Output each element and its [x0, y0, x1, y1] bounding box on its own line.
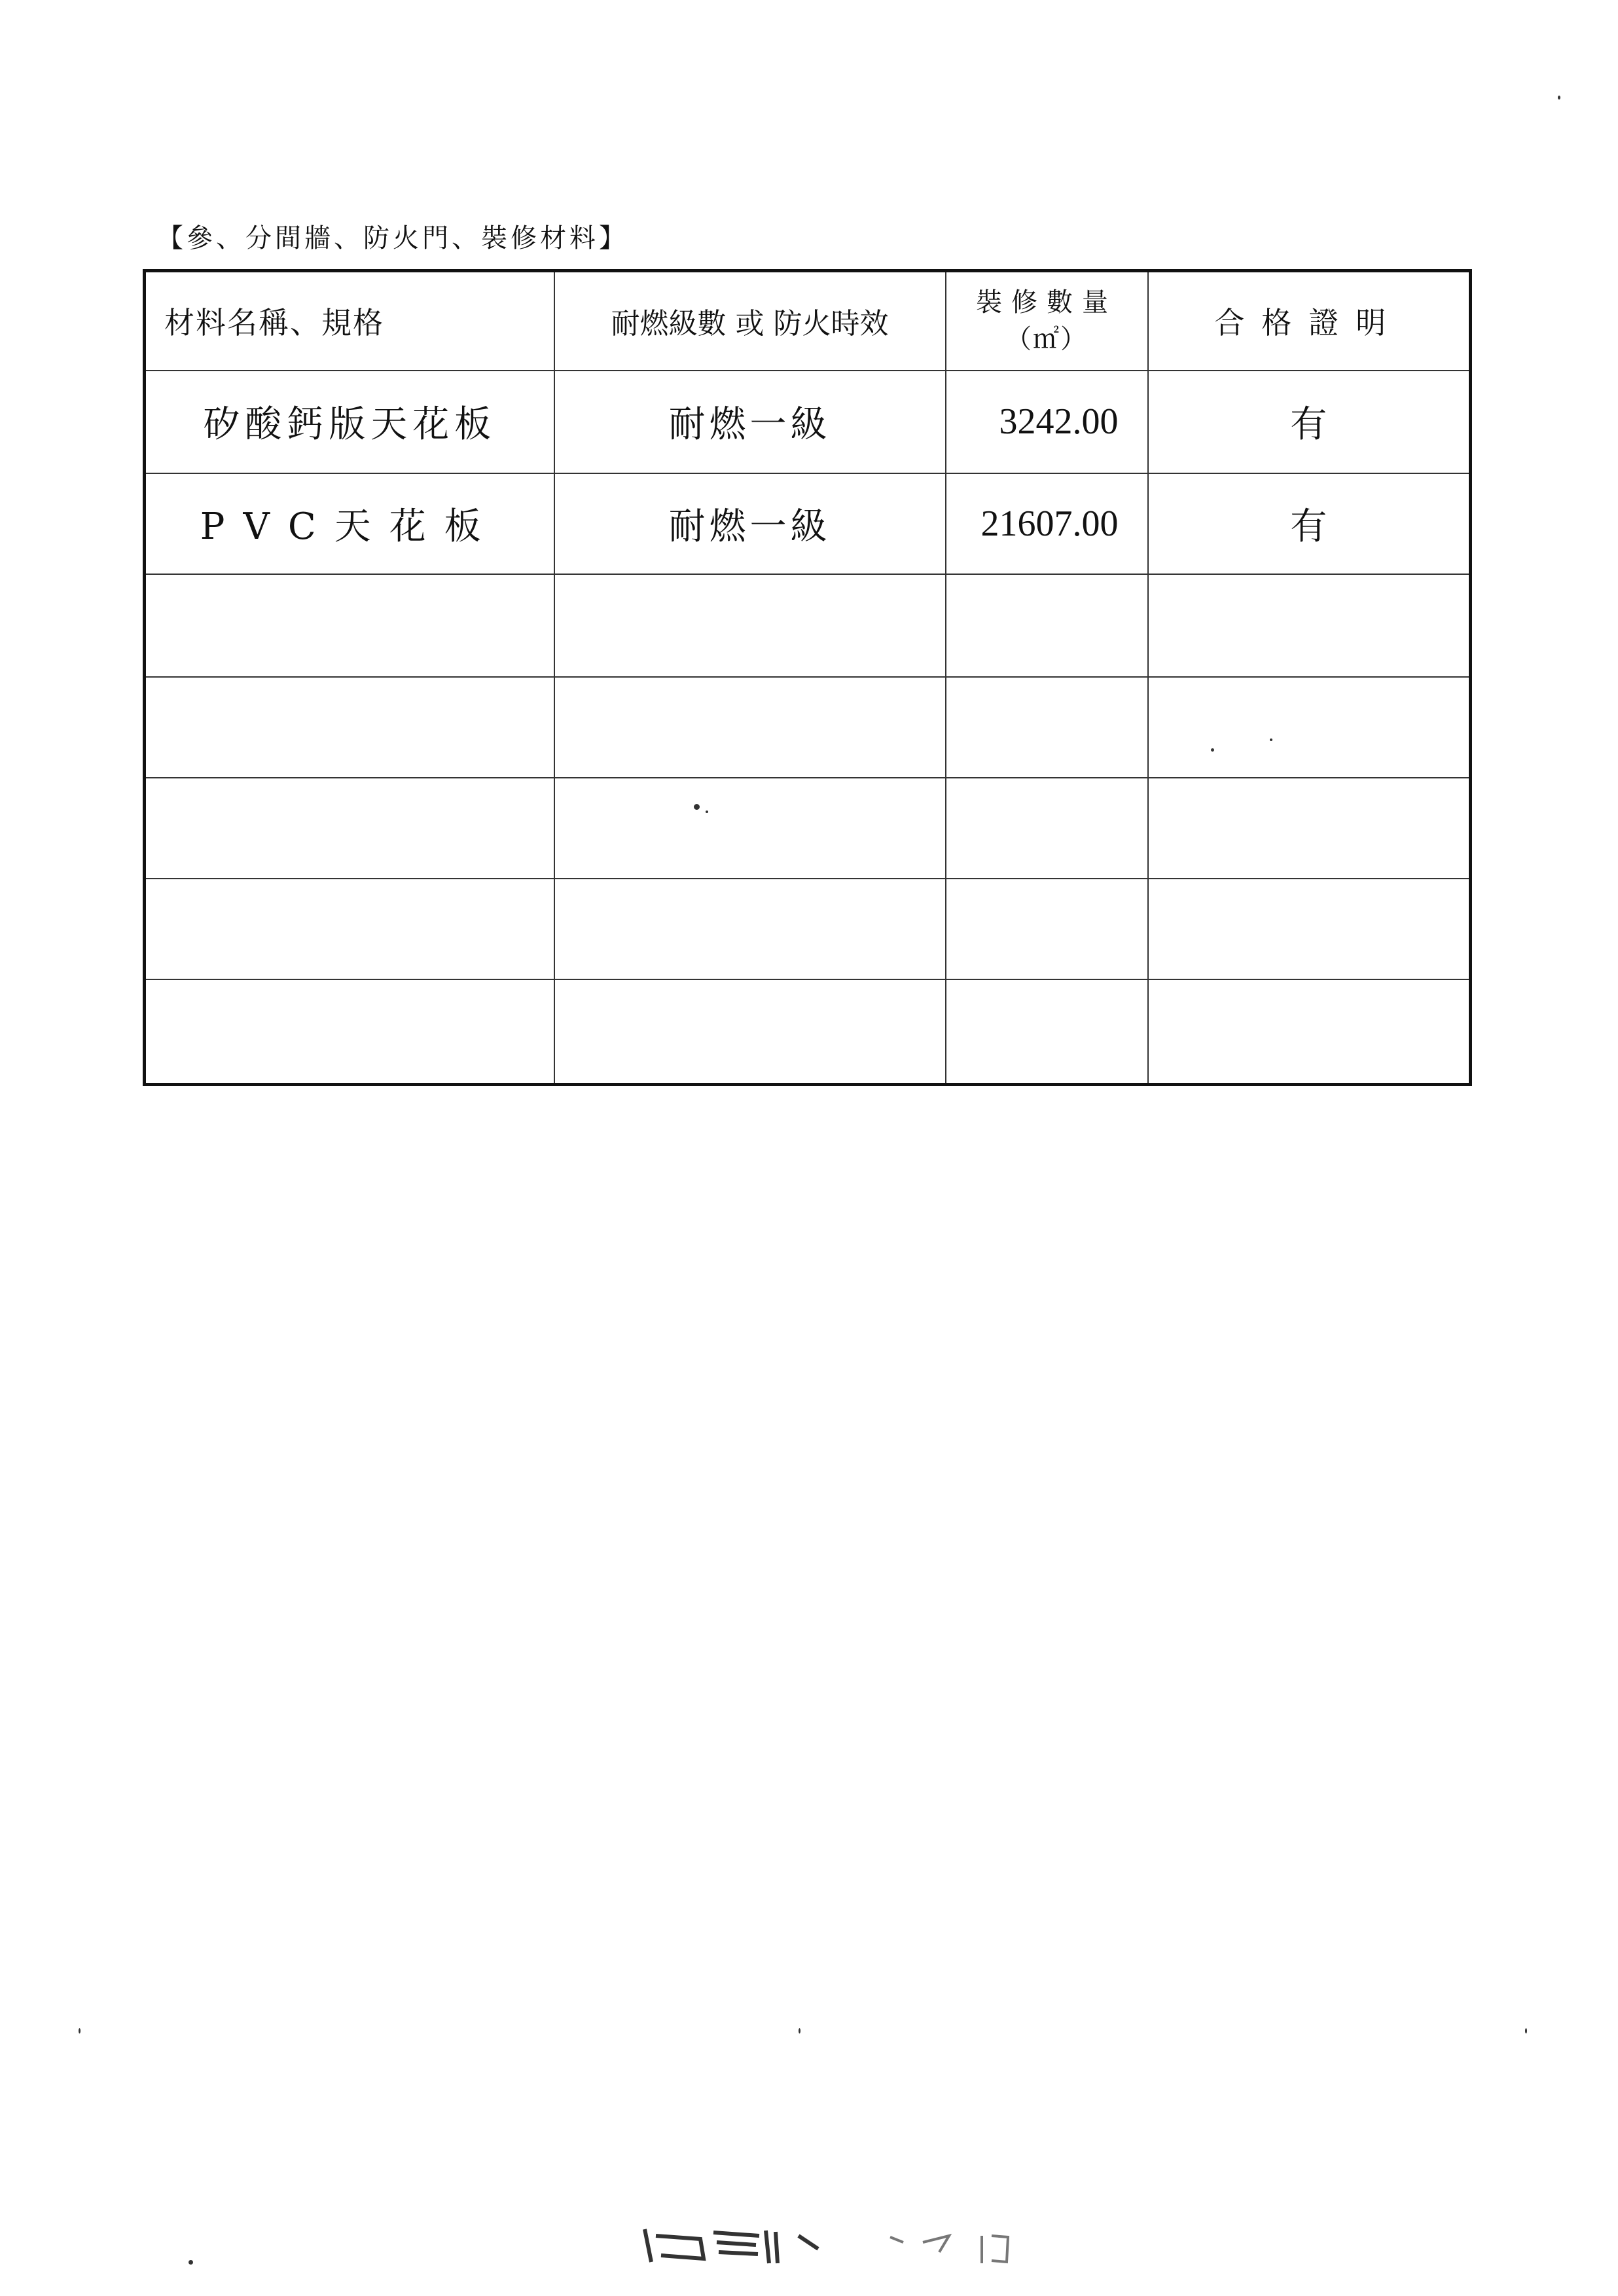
header-quantity-unit: （㎡） — [1005, 324, 1088, 355]
cell-quantity: 3242.00 — [946, 371, 1148, 474]
cell-certificate — [1148, 574, 1471, 678]
section-title: 【參、分間牆、防火門、裝修材料】 — [157, 223, 628, 253]
cell-material-name — [145, 677, 554, 778]
cell-material-name — [145, 879, 554, 979]
cell-certificate: 有 — [1148, 473, 1471, 574]
cell-quantity — [946, 979, 1148, 1085]
header-quantity-label: 裝修數量 — [976, 287, 1117, 318]
cell-quantity: 21607.00 — [946, 473, 1148, 574]
cell-material-name: PVC天花板 — [145, 473, 554, 574]
table-row — [145, 574, 1471, 678]
cell-fire-rating — [554, 778, 946, 879]
cell-quantity — [946, 677, 1148, 778]
scan-speck — [189, 2260, 193, 2265]
scan-speck — [79, 2028, 81, 2033]
partial-stamp-image — [641, 2223, 1060, 2269]
table-row — [145, 778, 1471, 879]
table-row — [145, 879, 1471, 979]
cell-fire-rating — [554, 677, 946, 778]
header-certificate: 合格證明 — [1148, 271, 1471, 371]
cell-fire-rating: 耐燃一級 — [554, 473, 946, 574]
cell-material-name — [145, 979, 554, 1085]
cell-material-name — [145, 778, 554, 879]
cell-certificate — [1148, 879, 1471, 979]
scan-speck — [706, 811, 708, 813]
table-header-row — [145, 271, 1471, 371]
header-material-name: 材料名稱、規格 — [145, 271, 554, 371]
cell-material-name: 矽酸鈣版天花板 — [145, 371, 554, 474]
cell-quantity — [946, 574, 1148, 678]
scan-speck — [799, 2028, 800, 2033]
cell-certificate: 有 — [1148, 371, 1471, 474]
cell-quantity — [946, 778, 1148, 879]
cell-material-name — [145, 574, 554, 678]
header-quantity — [946, 271, 1148, 371]
cell-certificate — [1148, 979, 1471, 1085]
scan-speck — [1525, 2028, 1527, 2033]
scan-speck — [1558, 96, 1560, 100]
header-fire-rating: 耐燃級數 或 防火時效 — [554, 271, 946, 371]
table-row — [145, 979, 1471, 1085]
materials-table — [143, 269, 1472, 1086]
scan-speck — [694, 804, 700, 810]
scan-speck — [1270, 738, 1272, 741]
cell-certificate — [1148, 778, 1471, 879]
cell-certificate — [1148, 677, 1471, 778]
cell-fire-rating: 耐燃一級 — [554, 371, 946, 474]
cell-quantity — [946, 879, 1148, 979]
table-row — [145, 677, 1471, 778]
cell-fire-rating — [554, 879, 946, 979]
scan-speck — [1211, 748, 1214, 752]
cell-fire-rating — [554, 979, 946, 1085]
cell-fire-rating — [554, 574, 946, 678]
table-row — [145, 473, 1471, 574]
table-row — [145, 371, 1471, 474]
